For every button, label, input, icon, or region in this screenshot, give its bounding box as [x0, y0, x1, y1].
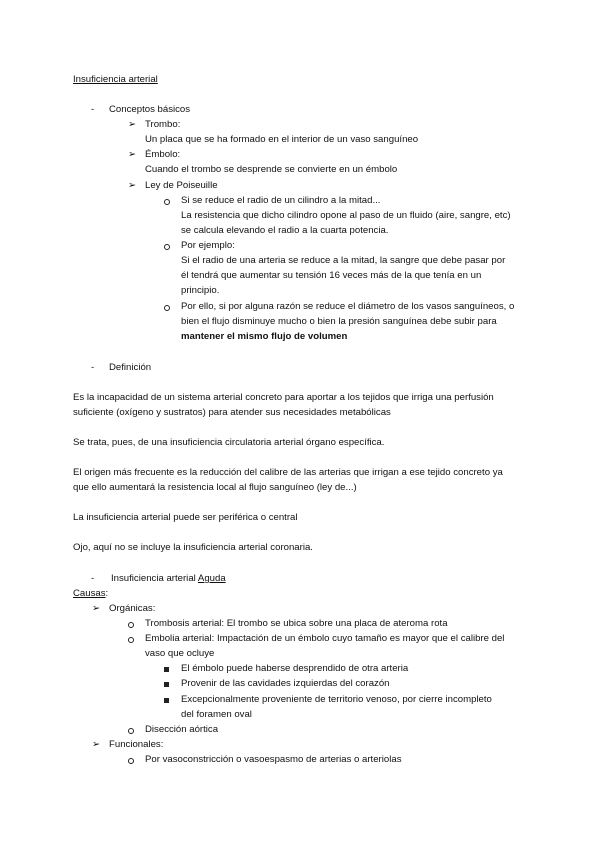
definition-para1-line1: Es la incapacidad de un sistema arterial concreto para aportar a los tejidos que irriga una perfusión — [73, 392, 494, 403]
causas-colon: : — [105, 588, 109, 599]
poiseuille-p3-line1: Por ello, si por alguna razón se reduce el diámetro de los vasos sanguíneos, o — [181, 301, 515, 312]
poiseuille-p3-line2: bien el flujo disminuye mucho o bien la presión sanguínea debe subir para — [181, 316, 497, 327]
definition-para4: La insuficiencia arterial puede ser periférica o central — [73, 512, 298, 523]
embolo-origin-2: Provenir de las cavidades izquierdas del corazón — [181, 678, 390, 689]
poiseuille-p2-line4: principio. — [181, 285, 220, 296]
circle-bullet-icon — [164, 305, 170, 311]
arrow-bullet-icon: ➢ — [92, 603, 101, 614]
poiseuille-p3-line3: mantener el mismo flujo de volumen — [181, 331, 348, 342]
trombo-text: Un placa que se ha formado en el interior de un vaso sanguíneo — [145, 134, 419, 145]
circle-bullet-icon — [164, 199, 170, 205]
arrow-bullet-icon: ➢ — [92, 739, 101, 750]
poiseuille-p1-line2: La resistencia que dicho cilindro opone al paso de un fluido (aire, sangre, etc) — [181, 210, 511, 221]
circle-bullet-icon — [128, 728, 134, 734]
definition-para1-line2: suficiente (oxígeno y sustratos) para atender sus necesidades metabólicas — [73, 407, 391, 418]
section-heading-conceptos: Conceptos básicos — [109, 104, 191, 115]
heading-aguda-prefix: Insuficiencia arterial — [111, 573, 198, 584]
definition-para5: Ojo, aquí no se incluye la insuficiencia arterial coronaria. — [73, 542, 313, 553]
poiseuille-p1-line3: se calcula elevando el radio a la cuarta potencia. — [181, 225, 389, 236]
heading-aguda-link: Aguda — [197, 573, 226, 584]
section-heading-aguda — [111, 573, 226, 585]
embolo-origin-3-line2: del foramen oval — [181, 709, 252, 720]
circle-bullet-icon — [128, 637, 134, 643]
arrow-bullet-icon: ➢ — [128, 149, 137, 160]
diseccion-text: Disección aórtica — [145, 724, 219, 735]
embolo-origin-3-line1: Excepcionalmente proveniente de territorio venoso, por cierre incompleto — [181, 694, 492, 705]
square-bullet-icon — [164, 667, 169, 672]
embolia-line1: Embolia arterial: Impactación de un émbolo cuyo tamaño es mayor que el calibre del — [145, 633, 505, 644]
causas-label — [73, 588, 108, 600]
circle-bullet-icon — [128, 622, 134, 628]
embolo-origin-1: El émbolo puede haberse desprendido de otra arteria — [181, 663, 409, 674]
square-bullet-icon — [164, 698, 169, 703]
document-title: Insuficiencia arterial — [73, 74, 158, 85]
funcionales-label: Funcionales: — [109, 739, 164, 750]
definition-para3-line2: que ello aumentará la resistencia local al flujo sanguíneo (ley de...) — [73, 482, 357, 493]
vasoconstriccion-text: Por vasoconstricción o vasoespasmo de arterias o arteriolas — [145, 754, 402, 765]
definition-para3-line1: El origen más frecuente es la reducción del calibre de las arterias que irrigan a ese tejido concreto ya — [73, 467, 503, 478]
circle-bullet-icon — [164, 244, 170, 250]
embolia-line2: vaso que ocluye — [145, 648, 215, 659]
dash-bullet: - — [91, 362, 95, 373]
poiseuille-label: Ley de Poiseuille — [145, 180, 218, 191]
causas-word: Causas — [73, 588, 106, 599]
arrow-bullet-icon: ➢ — [128, 180, 137, 191]
poiseuille-p2-line2: Si el radio de una arteria se reduce a la mitad, la sangre que debe pasar por — [181, 255, 506, 266]
trombosis-text: Trombosis arterial: El trombo se ubica sobre una placa de ateroma rota — [145, 618, 448, 629]
embolo-text: Cuando el trombo se desprende se convierte en un émbolo — [145, 164, 398, 175]
arrow-bullet-icon: ➢ — [128, 119, 137, 130]
dash-bullet: - — [91, 573, 95, 584]
organicas-label: Orgánicas: — [109, 603, 156, 614]
embolo-label: Émbolo: — [145, 149, 181, 160]
poiseuille-p2-line1: Por ejemplo: — [181, 240, 235, 251]
square-bullet-icon — [164, 682, 169, 687]
poiseuille-p1-line1: Si se reduce el radio de un cilindro a la mitad... — [181, 195, 381, 206]
dash-bullet: - — [91, 104, 95, 115]
definition-para2: Se trata, pues, de una insuficiencia circulatoria arterial órgano específica. — [73, 437, 385, 448]
trombo-label: Trombo: — [145, 119, 181, 130]
poiseuille-p2-line3: él tendrá que aumentar su tensión 16 veces más de la que tenía en un — [181, 270, 482, 281]
circle-bullet-icon — [128, 758, 134, 764]
section-heading-definicion: Definición — [109, 362, 152, 373]
